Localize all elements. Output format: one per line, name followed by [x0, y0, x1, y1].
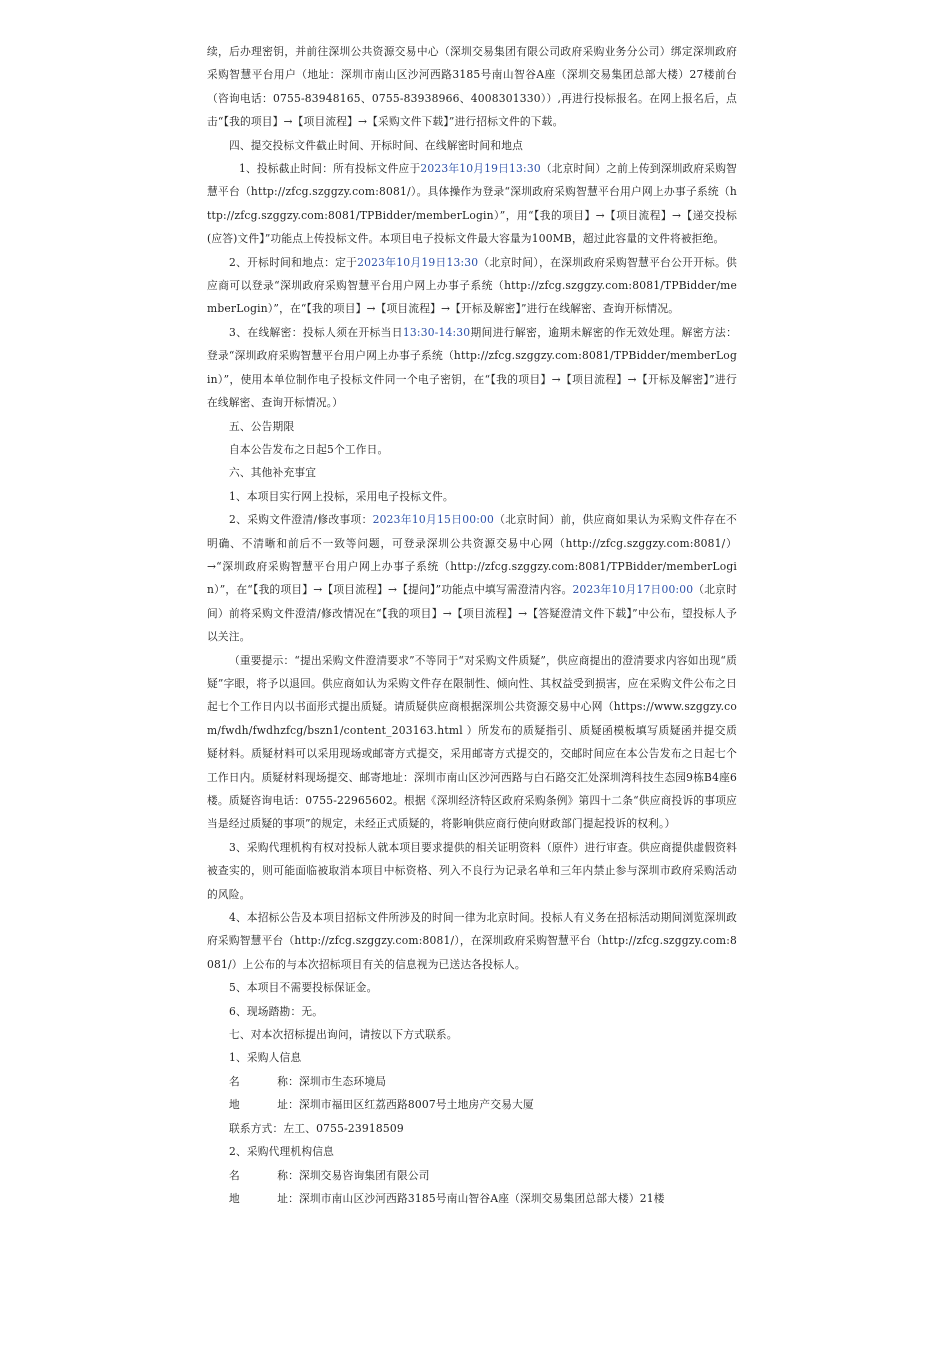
paragraph-bid-deadline: 1、投标截止时间：所有投标文件应于2023年10月19日13:30（北京时间）之前上传到深圳政府采购智慧平台（http://zfcg.szggzy.com:8081/）。具体操作为登录“深圳政府采购智慧平台用户网上办事子系统（http://zfcg.szggzy.com:8081/TPBidder/memberLogin）”，用“【我的项目】→【项目流程】→【递交投标(应答)文件】”功能点上传投标文件。本项目电子投标文件最大容量为100MB，超过此容量的文件将被拒绝。 — [207, 162, 737, 246]
paragraph-important-note: （重要提示：“提出采购文件澄清要求”不等同于“对采购文件质疑”，供应商提出的澄清要求内容如出现“质疑”字眼，将予以退回。供应商如认为采购文件存在限制性、倾向性、其权益受到损害，应在采购文件公布之日起七个工作日内以书面形式提出质疑。请质疑供应商根据深圳公共资源交易中心网（https://www.szggzy.com/fwdh/fwdhzfcg/bszn1/content_203163.html ）所发布的质疑指引、质疑函模板填写质疑函并提交质疑材料。质疑材料可以采用现场或邮寄方式提交，采用邮寄方式提交的，交邮时间应在本公告发布之日起七个工作日内。质疑材料现场提交、邮寄地址：深圳市南山区沙河西路与白石路交汇处深圳湾科技生态园9栋B4座6楼。质疑咨询电话：0755-22965602。根据《深圳经济特区政府采购条例》第四十二条“供应商投诉的事项应当是经过质疑的事项”的规定，未经正式质疑的，将影响供应商行使向财政部门提起投诉的权利。） — [207, 653, 737, 831]
paragraph-clarification: 2、采购文件澄清/修改事项：2023年10月15日00:00（北京时间）前，供应商如果认为采购文件存在不明确、不清晰和前后不一致等问题，可登录深圳公共资源交易中心网（http://zfcg.szggzy.com:8081/）→“深圳政府采购智慧平台用户网上办事子系统（http://zfcg.szggzy.com:8081/TPBidder/memberLogin）”，在“【我的项目】→【项目流程】→【提问】”功能点中填写需澄清内容。2023年10月17日00:00（北京时间）前将采购文件澄清/修改情况在“【我的项目】→【项目流程】→【答疑澄清文件下载】”中公布，望投标人予以关注。 — [207, 513, 738, 644]
section-heading-5: 五、公告期限 — [229, 419, 295, 433]
agency-address-row — [207, 1187, 737, 1210]
clarification-deadline: 2023年10月15日00:00 — [372, 513, 495, 527]
agency-name-label: 名 称： — [229, 1168, 299, 1182]
paragraph-online-bidding: 1、本项目实行网上投标，采用电子投标文件。 — [229, 489, 454, 503]
agency-name-value: 深圳交易咨询集团有限公司 — [299, 1168, 430, 1182]
paragraph-site-visit: 6、现场踏勘：无。 — [229, 1004, 324, 1018]
agency-address-value: 深圳市南山区沙河西路3185号南山智谷A座（深圳交易集团总部大楼）21楼 — [299, 1191, 665, 1205]
purchaser-info-title: 1、采购人信息 — [229, 1051, 302, 1065]
purchaser-address-label: 地 址： — [229, 1098, 299, 1112]
section-heading-6: 六、其他补充事宜 — [229, 466, 317, 480]
opening-time: 2023年10月19日13:30 — [357, 255, 479, 269]
purchaser-name-row — [207, 1070, 737, 1093]
section-heading-4: 四、提交投标文件截止时间、开标时间、在线解密时间和地点 — [229, 138, 523, 152]
agency-info-title: 2、采购代理机构信息 — [229, 1145, 334, 1159]
paragraph-no-deposit: 5、本项目不需要投标保证金。 — [229, 981, 378, 995]
section-heading-7: 七、对本次招标提出询问，请按以下方式联系。 — [229, 1028, 458, 1042]
paragraph-online-decrypt: 3、在线解密：投标人须在开标当日13:30-14:30期间进行解密，逾期未解密的作无效处理。解密方法：登录“深圳政府采购智慧平台用户网上办事子系统（http://zfcg.szggzy.com:8081/TPBidder/memberLogin）”，使用本单位制作电子投标文件同一个电子密钥，在“【我的项目】→【项目流程】→【开标及解密】”进行在线解密、查询开标情况。） — [207, 325, 737, 410]
decrypt-time: 13:30-14:30 — [402, 325, 471, 339]
paragraph-bid-opening: 2、开标时间和地点：定于2023年10月19日13:30（北京时间），在深圳政府采购智慧平台公开开标。供应商可以登录“深圳政府采购智慧平台用户网上办事子系统（http://zfcg.szggzy.com:8081/TPBidder/memberLogin）”，在“【我的项目】→【项目流程】→【开标及解密】”进行在线解密、查询开标情况。 — [207, 255, 737, 316]
deadline-time: 2023年10月19日13:30 — [420, 162, 541, 176]
agency-name-row — [207, 1164, 737, 1187]
clarification-publish-time: 2023年10月17日00:00 — [572, 583, 694, 597]
paragraph-notice-period: 自本公告发布之日起5个工作日。 — [229, 442, 389, 456]
paragraph-beijing-time: 4、本招标公告及本项目招标文件所涉及的时间一律为北京时间。投标人有义务在招标活动期间浏览深圳政府采购智慧平台（http://zfcg.szggzy.com:8081/），在深圳政府采购智慧平台（http://zfcg.szggzy.com:8081/）上公布的与本次招标项目有关的信息视为已送达各投标人。 — [207, 911, 737, 971]
agency-address-label: 地 址： — [229, 1191, 299, 1205]
paragraph-registration-cont: 续，后办理密钥，并前往深圳公共资源交易中心（深圳交易集团有限公司政府采购业务分公司）绑定深圳政府采购智慧平台用户（地址：深圳市南山区沙河西路3185号南山智谷A座（深圳交易集团总部大楼）27楼前台（咨询电话：0755-83948165、0755-83938966、4008301330））,再进行投标报名。在网上报名后，点击“【我的项目】→【项目流程】→【采购文件下载】”进行招标文件的下载。 — [207, 45, 737, 129]
purchaser-address-row — [207, 1093, 737, 1116]
purchaser-name-value: 深圳市生态环境局 — [299, 1074, 387, 1088]
purchaser-address-value: 深圳市福田区红荔西路8007号土地房产交易大厦 — [299, 1098, 534, 1112]
paragraph-verification: 3、采购代理机构有权对投标人就本项目要求提供的相关证明资料（原件）进行审查。供应商提供虚假资料被查实的，则可能面临被取消本项目中标资格、列入不良行为记录名单和三年内禁止参与深圳市政府采购活动的风险。 — [207, 840, 737, 901]
purchaser-contact: 联系方式：左工、0755-23918509 — [229, 1121, 404, 1135]
purchaser-name-label: 名 称： — [229, 1074, 299, 1088]
